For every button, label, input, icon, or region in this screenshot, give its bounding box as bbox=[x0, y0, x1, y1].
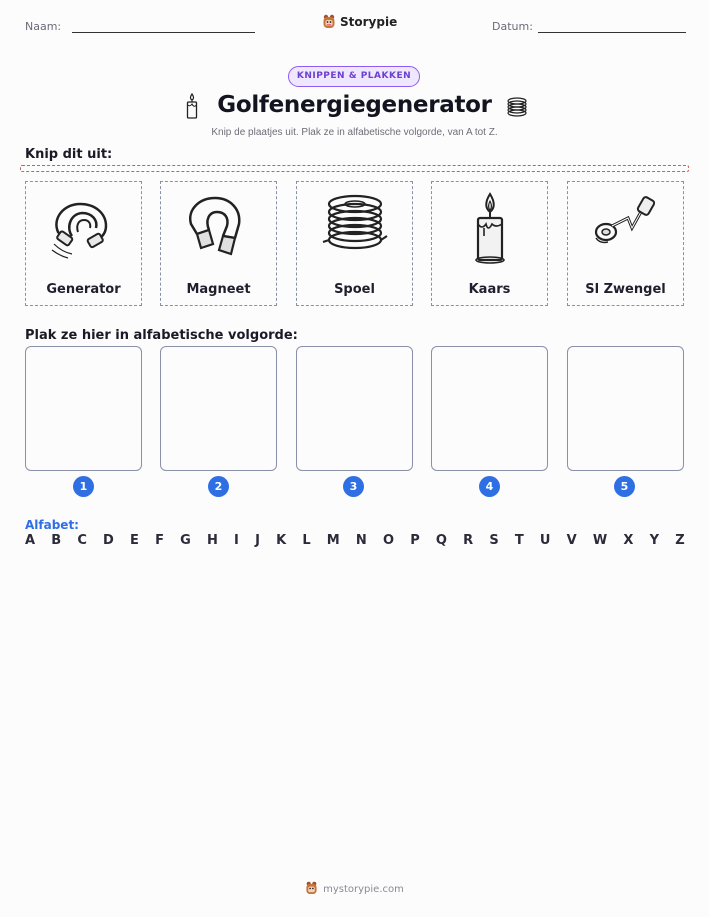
alphabet-letter: T bbox=[514, 533, 524, 548]
cut-card-generator[interactable] bbox=[25, 181, 142, 306]
paste-slot-5[interactable] bbox=[567, 346, 684, 471]
alphabet-letter: M bbox=[326, 533, 340, 548]
paste-slot-1[interactable] bbox=[25, 346, 142, 471]
candle-icon bbox=[450, 188, 530, 268]
alphabet-letter: E bbox=[130, 533, 139, 548]
alphabet-letter: J bbox=[255, 533, 260, 548]
brand-name: Storypie bbox=[340, 14, 398, 29]
alphabet-letter: R bbox=[463, 533, 474, 548]
paste-slot-3[interactable] bbox=[296, 346, 413, 471]
alphabet-heading: Alfabet: bbox=[25, 518, 79, 532]
footer-site[interactable]: mystorypie.com bbox=[323, 884, 404, 895]
alphabet-letter: C bbox=[77, 533, 87, 548]
slot-number-5: 5 bbox=[614, 476, 635, 497]
alphabet-letter: Y bbox=[649, 533, 660, 548]
cut-card-magneet[interactable] bbox=[160, 181, 277, 306]
footer bbox=[0, 880, 709, 899]
alphabet-letter: G bbox=[180, 533, 191, 548]
brand bbox=[322, 14, 397, 29]
coil-title-icon bbox=[505, 94, 529, 122]
name-line bbox=[72, 32, 255, 33]
activity-tag: KNIPPEN & PLAKKEN bbox=[288, 66, 420, 87]
alphabet-letter: F bbox=[155, 533, 164, 548]
alphabet-letter: O bbox=[382, 533, 395, 548]
slot-number-3: 3 bbox=[343, 476, 364, 497]
card-label: Spoel bbox=[334, 282, 375, 297]
alphabet-letter: S bbox=[489, 533, 499, 548]
alphabet-letter: N bbox=[355, 533, 367, 548]
card-label: Generator bbox=[46, 282, 121, 297]
slot-number-2: 2 bbox=[208, 476, 229, 497]
alphabet-letter: B bbox=[51, 533, 62, 548]
alphabet-letter: Z bbox=[675, 533, 685, 548]
date-line bbox=[538, 32, 686, 33]
alphabet-letter: K bbox=[276, 533, 287, 548]
alphabet-letter: H bbox=[206, 533, 218, 548]
card-label: Sl Zwengel bbox=[585, 282, 666, 297]
generator-icon bbox=[44, 188, 124, 268]
card-label: Magneet bbox=[186, 282, 251, 297]
cut-card-sl-zwengel[interactable] bbox=[567, 181, 684, 306]
cut-line bbox=[20, 165, 689, 172]
magnet-icon bbox=[179, 188, 259, 268]
name-label: Naam: bbox=[25, 20, 62, 33]
alphabet-letter: L bbox=[302, 533, 311, 548]
date-label: Datum: bbox=[492, 20, 533, 33]
alphabet-letter: X bbox=[623, 533, 634, 548]
alphabet-letter: W bbox=[592, 533, 608, 548]
cut-card-kaars[interactable] bbox=[431, 181, 548, 306]
alphabet-letter: A bbox=[25, 533, 36, 548]
slot-number-4: 4 bbox=[479, 476, 500, 497]
cut-card-spoel[interactable] bbox=[296, 181, 413, 306]
alphabet-letter: Q bbox=[435, 533, 447, 548]
instructions: Knip de plaatjes uit. Plak ze in alfabetische volgorde, van A tot Z. bbox=[211, 127, 498, 138]
slot-number-1: 1 bbox=[73, 476, 94, 497]
coil-icon bbox=[315, 188, 395, 268]
alphabet-letter: I bbox=[234, 533, 239, 548]
paste-heading: Plak ze hier in alfabetische volgorde: bbox=[25, 328, 298, 343]
alphabet-letter: D bbox=[103, 533, 114, 548]
paste-slot-2[interactable] bbox=[160, 346, 277, 471]
cut-heading: Knip dit uit: bbox=[25, 147, 113, 162]
alphabet-letter: P bbox=[410, 533, 420, 548]
storypie-logo-icon bbox=[322, 14, 336, 29]
alphabet-letter: U bbox=[539, 533, 551, 548]
paste-slot-4[interactable] bbox=[431, 346, 548, 471]
alphabet-letter: V bbox=[566, 533, 577, 548]
card-label: Kaars bbox=[468, 282, 511, 297]
storypie-logo-icon bbox=[305, 880, 318, 899]
page-title: Golfenergiegenerator bbox=[217, 92, 492, 118]
crank-handle-icon bbox=[586, 188, 666, 268]
alphabet-row bbox=[25, 533, 685, 548]
